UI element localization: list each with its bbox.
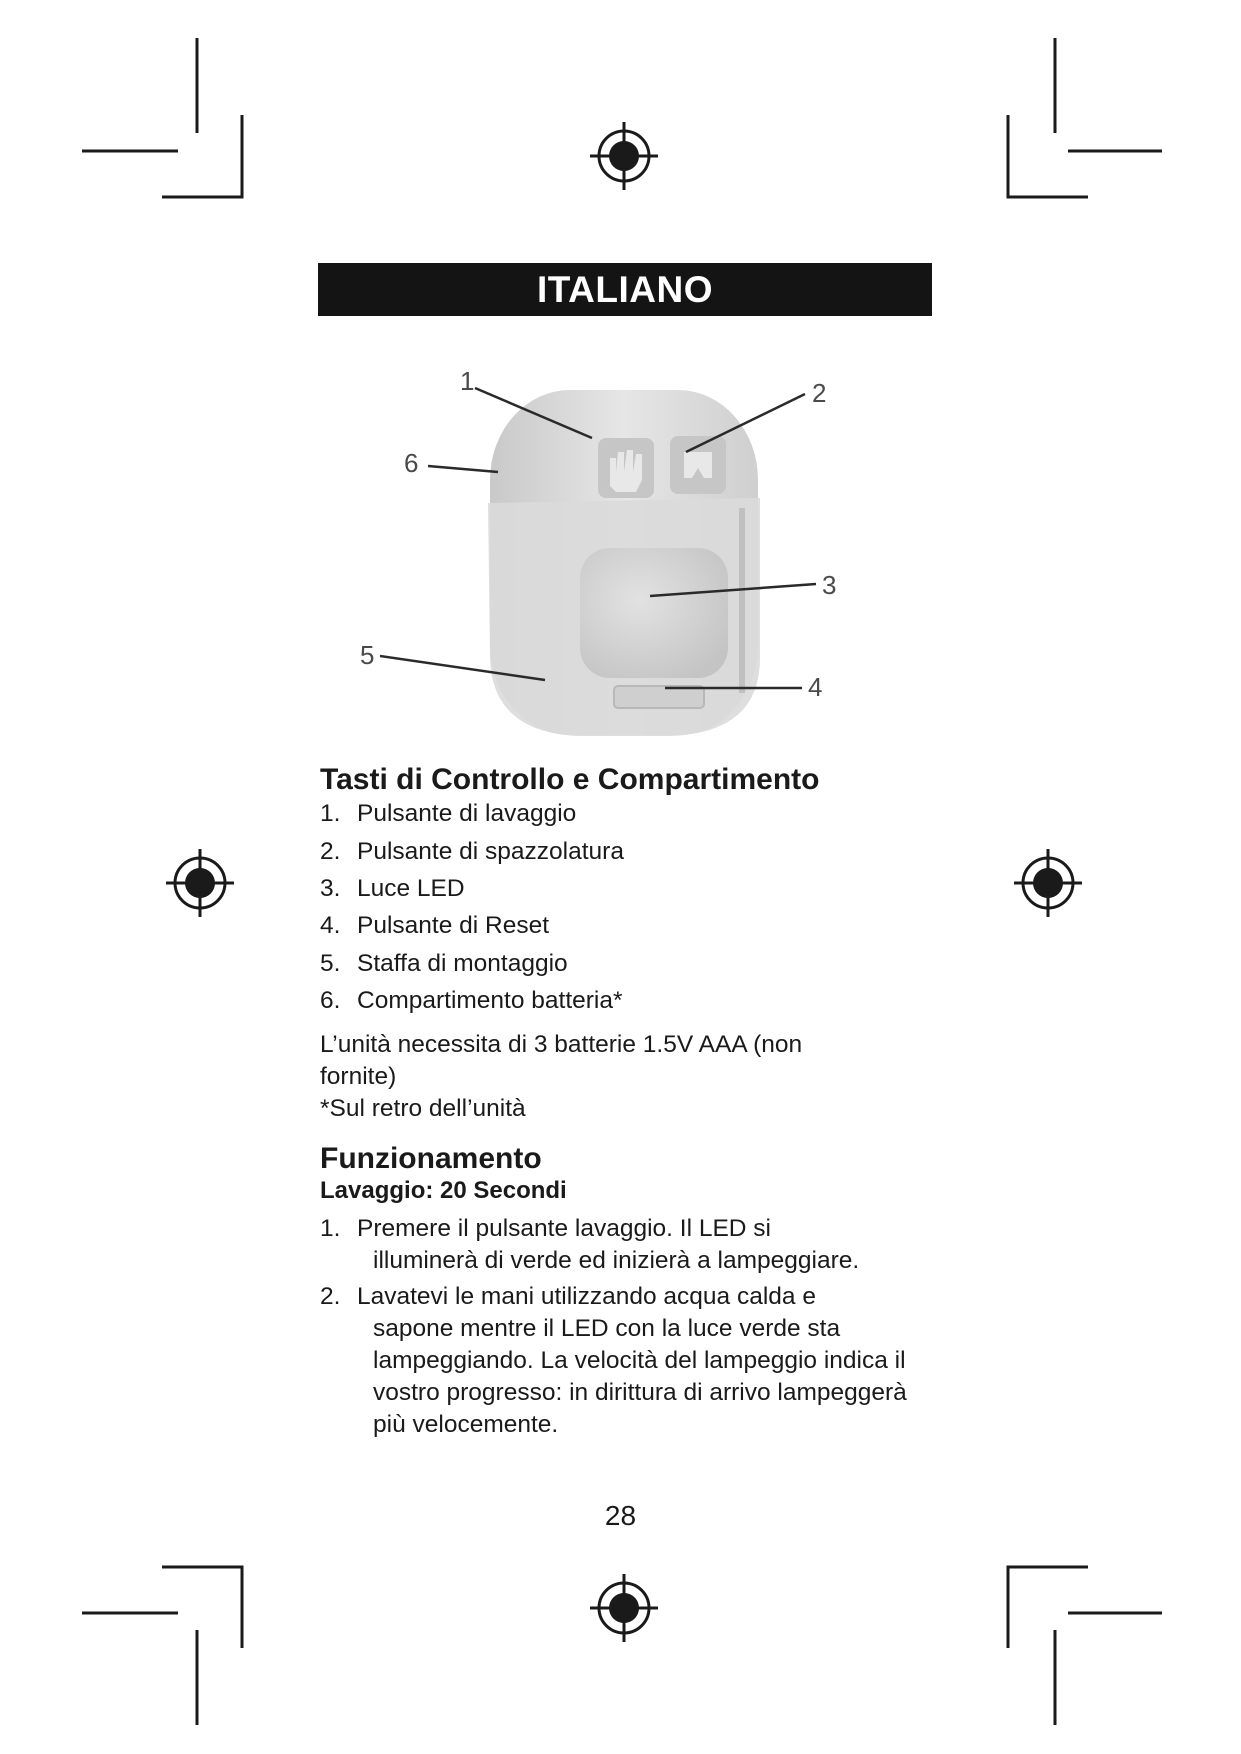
crop-mark bbox=[162, 115, 242, 197]
registration-mark bbox=[166, 849, 234, 917]
list-item: 2. Lavatevi le mani utilizzando acqua calda e sapone mentre il LED con la luce verde sta lampeggiando. La velocità del lampeggio indica il vostro progresso: in dirittura di arrivo lampeggerà più velocemente. bbox=[320, 1283, 907, 1438]
callout-4: 4 bbox=[808, 672, 823, 702]
controls-title: Tasti di Controllo e Compartimento bbox=[320, 763, 820, 796]
list-item: 3. Luce LED bbox=[320, 875, 465, 902]
device-illustration bbox=[340, 368, 880, 748]
list-item: 2. Pulsante di spazzolatura bbox=[320, 838, 624, 865]
page-number: 28 bbox=[604, 1500, 637, 1531]
language-header bbox=[318, 263, 932, 316]
callout-3: 3 bbox=[822, 570, 837, 600]
registration-mark bbox=[590, 1574, 658, 1642]
list-item: 6. Compartimento batteria* bbox=[320, 987, 623, 1014]
manual-content bbox=[320, 762, 960, 1445]
list-item: 1. Pulsante di lavaggio bbox=[320, 800, 577, 827]
callout-5: 5 bbox=[360, 640, 375, 670]
callout-6: 6 bbox=[404, 448, 419, 478]
operation-subtitle: Lavaggio: 20 Secondi bbox=[320, 1177, 567, 1204]
crop-mark bbox=[1008, 115, 1088, 197]
reset-button-shape bbox=[614, 686, 704, 708]
language-label: ITALIANO bbox=[537, 268, 713, 310]
operation-title: Funzionamento bbox=[320, 1142, 542, 1175]
callout-1: 1 bbox=[460, 368, 475, 396]
operation-steps bbox=[320, 1213, 960, 1441]
registration-mark bbox=[590, 122, 658, 190]
list-item: 5. Staffa di montaggio bbox=[320, 950, 568, 977]
led-window-shape bbox=[580, 548, 728, 678]
registration-mark bbox=[1014, 849, 1082, 917]
controls-list bbox=[320, 798, 960, 1017]
crop-mark bbox=[162, 1567, 242, 1648]
callout-2: 2 bbox=[812, 378, 827, 408]
back-note: *Sul retro dell’unità bbox=[320, 1095, 526, 1122]
battery-note: L’unità necessita di 3 batterie 1.5V AAA (non fornite) bbox=[320, 1031, 803, 1090]
crop-mark bbox=[1008, 1567, 1088, 1648]
list-item: 1. Premere il pulsante lavaggio. Il LED si illuminerà di verde ed inizierà a lampeggiare. bbox=[320, 1215, 860, 1274]
list-item: 4. Pulsante di Reset bbox=[320, 912, 550, 939]
